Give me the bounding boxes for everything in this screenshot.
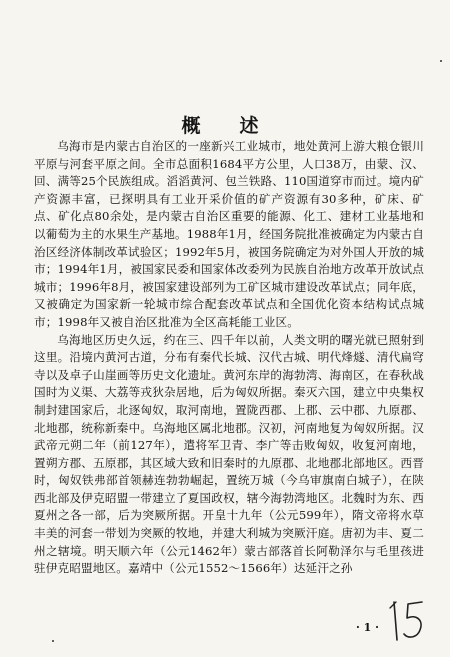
scan-speck <box>52 640 54 642</box>
handwritten-page-annotation <box>386 596 430 646</box>
scan-speck <box>440 60 442 62</box>
paragraph-history: 乌海地区历史久远，约在三、四千年以前，人类文明的曙光就已照射到这里。沿境内黄河古道，分布有秦代长城、汉代古城、明代烽燧、清代扁穹寺以及卓子山崖画等历史文化遗址。黄河东岸的海勃湾、海南区，在春秋战国时为义渠、大荔等戎狄杂居地，后为匈奴所据。秦灭六国，建立中央集权制封建国家后，北逐匈奴，取河南地，置陇西郡、上郡、云中郡、九原郡、北地郡，统称新秦中。乌海地区属北地郡。汉初，河南地复为匈奴所据。汉武帝元朔二年（前127年），遣将军卫青、李广等击败匈奴，收复河南地，置朔方郡、五原郡，其区域大致和旧秦时的九原郡、北地郡北部地区。西晋时，匈奴铁弗部首领赫连勃勃崛起，置统万城（今乌审旗南白城子），在陕西北部及伊克昭盟一带建立了夏国政权，辖今海勃湾地区。北魏时为东、西夏州之各一部，后为突厥所据。开皇十九年（公元599年），隋文帝将水草丰美的河套一带划为突厥的牧地，并建大利城为突厥汗庭。唐初为丰、夏二州之辖境。明天顺六年（公元1462年）蒙古部落首长阿勒泽尔与毛里孩进驻伊克昭盟地区。嘉靖中（公元1552～1566年）达延汗之孙 <box>34 332 424 576</box>
page-title: 概 述 <box>181 114 269 137</box>
body-text <box>34 138 424 578</box>
page-number: · 1 · <box>356 621 379 634</box>
paragraph-overview: 乌海市是内蒙古自治区的一座新兴工业城市，地处黄河上游大粮仓银川平原与河套平原之间。全市总面积1684平方公里，人口38万，由蒙、汉、回、满等25个民族组成。滔滔黄河、包兰铁路、110国道穿市而过。境内矿产资源丰富，已探明具有工业开采价值的矿产资源有30多种，矿床、矿点、矿化点80余处，是内蒙古自治区重要的能源、化工、建材工业基地和以葡萄为主的水果生产基地。1988年1月，经国务院批准被确定为内蒙古自治区经济体制改革试验区；1992年5月，被国务院确定为对外国人开放的城市；1994年1月，被国家民委和国家体改委列为民族自治地方改革开放试点城市；1996年8月，被国家建设部列为工矿区城市建设改革试点；同年底，又被确定为国家新一轮城市综合配套改革试点和全国优化资本结构试点城市；1998年又被自治区批准为全区高耗能工业区。 <box>34 139 424 329</box>
